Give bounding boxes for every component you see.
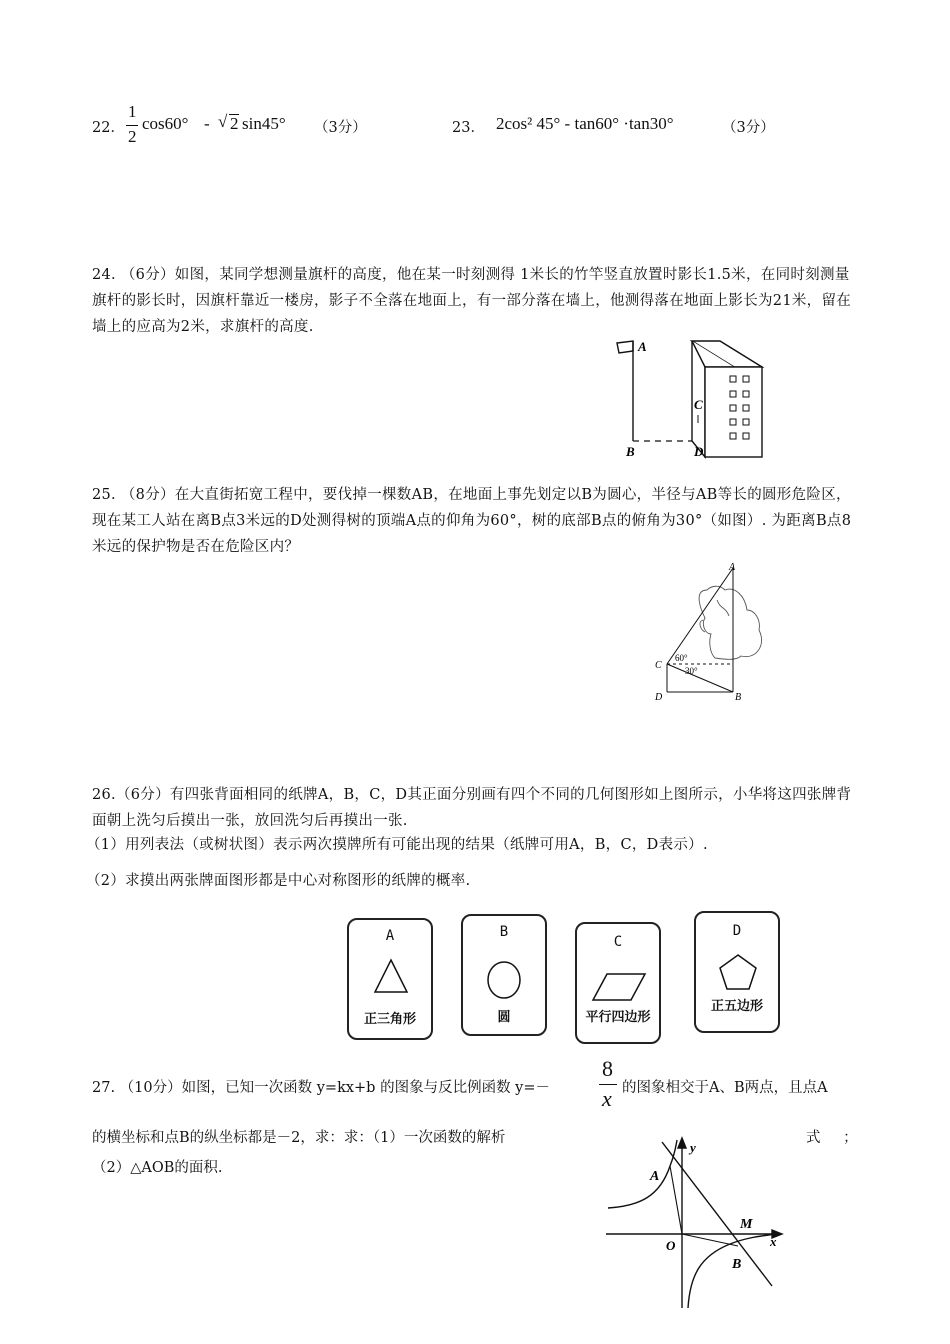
card-d-letter: D	[732, 923, 742, 939]
label-d: D	[655, 692, 663, 703]
q27-line2-left: 的横坐标和点B的纵坐标都是－2，求：求：（1）一次函数的解析	[92, 1130, 506, 1146]
q24-text: 24. （6分）如图，某同学想测量旗杆的高度，他在某一时刻测得 1米长的竹竿竖直放置时影长1.5米，在同时刻测量旗杆的影长时，因旗杆靠近一楼房，影子不全落在地面上，有一部分落在墙上，他测得落在地面上影长为21米，留在墙上的应高为2米，求旗杆的高度.	[92, 267, 852, 335]
circle-shape	[486, 960, 522, 1000]
card-a	[347, 918, 433, 1040]
flag-pole	[617, 341, 633, 441]
card-c-letter: C	[613, 934, 623, 950]
triangle-lines	[667, 568, 733, 692]
tree-sketch	[699, 586, 761, 659]
label-d: D	[694, 444, 704, 459]
label-m: M	[740, 1217, 753, 1232]
q27-line2-right: 式 ；	[806, 1130, 858, 1146]
card-a-letter: A	[385, 928, 395, 944]
triangle-shape	[373, 958, 409, 994]
q22-sqrt-symbol: √	[218, 112, 228, 131]
label-o: O	[666, 1238, 676, 1253]
card-c-name: 平行四边形	[585, 1010, 651, 1025]
q23-expression: 2cos² 45° - tan60° ·tan30°	[496, 114, 674, 133]
card-c	[575, 922, 661, 1044]
axes	[606, 1138, 782, 1308]
card-b	[461, 914, 547, 1036]
q27-frac-den: x	[602, 1086, 612, 1111]
q27-text-a: 27. （10分）如图，已知一次函数 y=kx+b 的图象与反比例函数 y=－	[92, 1080, 551, 1096]
q27-graph	[600, 1136, 790, 1312]
angle-60: 60°	[675, 653, 688, 663]
label-b: B	[732, 1257, 742, 1272]
pentagon-shape	[718, 953, 758, 991]
q22-score: （3分）	[314, 120, 367, 136]
q26-text: 26.（6分）有四张背面相同的纸牌A，B，C，D其正面分别画有四个不同的几何图形如上图所示，小华将这四张牌背面朝上洗匀后摸出一张，放回洗匀后再摸出一张.	[92, 787, 852, 829]
card-d-name: 正五边形	[710, 999, 763, 1014]
q22-sin-term: sin45°	[242, 114, 286, 133]
q25-text: 25. （8分）在大直街拓宽工程中，要伐掉一棵数AB，在地面上事先划定以B为圆心，半径与AB等长的圆形危险区，现在某工人站在离B点3米远的D处测得树的顶端A点的仰角为60°，树的底部B点的俯角为30°（如图）. 为距离B点8米远的保护物是否在危险区内？	[92, 487, 852, 555]
q24-figure	[610, 335, 770, 460]
label-c: C	[694, 397, 703, 412]
q22-fraction-bar	[126, 125, 138, 126]
card-b-name: 圆	[497, 1010, 511, 1025]
q22-minus: -	[204, 114, 210, 133]
angle-30: 30°	[685, 666, 698, 676]
q22-fraction-numerator: 1	[128, 102, 137, 121]
card-b-letter: B	[499, 924, 509, 940]
q27-text-b: 的图象相交于A、B两点，且点A	[622, 1080, 828, 1096]
q27-line3: （2）△AOB的面积.	[92, 1160, 223, 1176]
card-d	[694, 911, 780, 1033]
q23-score: （3分）	[722, 120, 775, 136]
q27-line1	[92, 1056, 862, 1112]
q22-cos-term: cos60°	[142, 114, 189, 133]
label-a: A	[638, 339, 647, 354]
card-a-name: 正三角形	[363, 1012, 416, 1027]
q27-frac-bar	[599, 1084, 617, 1085]
q22-fraction-denominator: 2	[128, 127, 137, 146]
label-x: x	[770, 1234, 777, 1249]
q22-number: 22．	[92, 120, 125, 136]
label-c: C	[655, 660, 662, 671]
q25-figure	[645, 560, 775, 710]
label-b: B	[626, 444, 635, 459]
q22-sqrt-arg: 2	[230, 114, 239, 133]
parallelogram-shape	[591, 972, 647, 1002]
label-a: A	[729, 562, 736, 573]
label-y: y	[690, 1140, 696, 1155]
q26-sub2: （2）求摸出两张牌面图形都是中心对称图形的纸牌的概率.	[86, 873, 471, 889]
label-b: B	[735, 692, 742, 703]
q27-frac-num: 8	[602, 1056, 613, 1081]
label-a: A	[650, 1169, 660, 1184]
q23-number: 23．	[452, 120, 485, 136]
q26-sub1: （1）用列表法（或树状图）表示两次摸牌所有可能出现的结果（纸牌可用A，B，C，D表示）.	[86, 837, 708, 853]
